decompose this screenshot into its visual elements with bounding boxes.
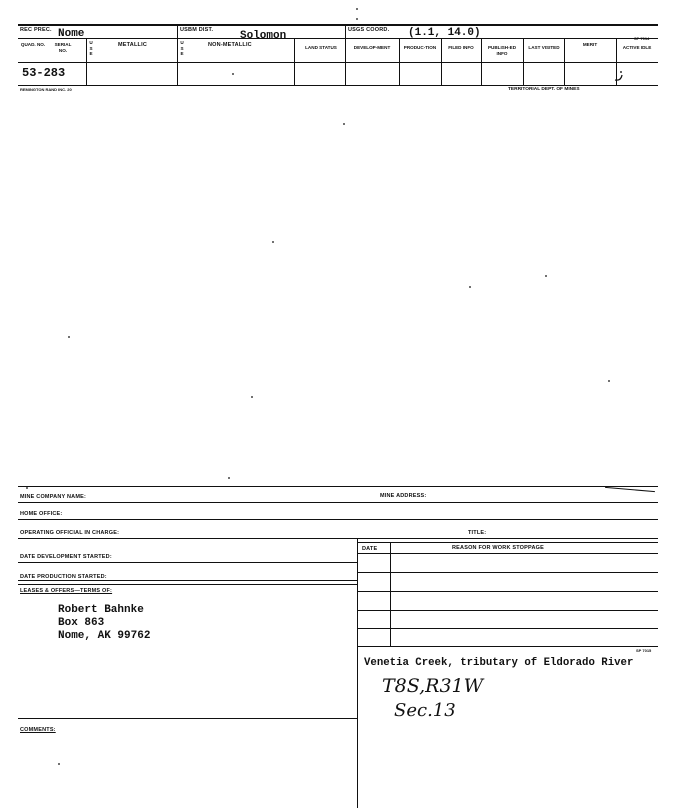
form-number-bottom: SP 7015 — [636, 648, 652, 653]
active-idle-mark — [612, 68, 626, 84]
handwritten-section: Sec.13 — [394, 700, 456, 721]
comments-label: COMMENTS: — [20, 727, 56, 733]
active-idle-label: ACTIVE IDLE — [622, 45, 652, 50]
dev-started-label: DATE DEVELOPMENT STARTED: — [20, 554, 112, 560]
use-letters-nonmetallic: U S E — [180, 40, 184, 56]
operating-official-label: OPERATING OFFICIAL IN CHARGE: — [20, 530, 120, 536]
development-label: DEVELOP-MENT — [353, 45, 391, 50]
mine-address-label: MINE ADDRESS: — [380, 493, 427, 499]
home-office-label: HOME OFFICE: — [20, 511, 63, 517]
usbm-dist-value: Solomon — [240, 30, 287, 42]
merit-label: MERIT — [582, 42, 598, 47]
usbm-dist-label: USBM DIST. — [180, 27, 214, 33]
rec-prec-value: Nome — [58, 28, 85, 40]
rec-prec-label: REC PREC. — [20, 27, 52, 33]
mine-company-label: MINE COMPANY NAME: — [20, 494, 87, 500]
territorial-dept: TERRITORIAL DEPT. OF MINES — [508, 87, 580, 92]
prod-started-label: DATE PRODUCTION STARTED: — [20, 574, 107, 580]
last-visited-label: LAST VISITED — [528, 45, 560, 50]
metallic-label: METALLIC — [118, 42, 147, 48]
quad-no-label: QUAD. NO. — [20, 42, 46, 47]
lease-city: Nome, AK 99762 — [58, 630, 151, 642]
production-label: PRODUC-TION — [403, 45, 437, 50]
usgs-coord-label: USGS COORD. — [348, 27, 390, 33]
printer-line: REMINGTON RAND INC. 20 — [20, 87, 72, 92]
reason-column-header: REASON FOR WORK STOPPAGE — [452, 545, 544, 551]
lease-name: Robert Bahnke — [58, 604, 144, 616]
land-status-label: LAND STATUS — [305, 45, 337, 50]
handwritten-township: T8S,R31W — [382, 675, 484, 697]
title-label: TITLE: — [468, 530, 487, 536]
date-column-header: DATE — [362, 546, 378, 552]
non-metallic-label: NON-METALLIC — [208, 42, 252, 48]
location-note: Venetia Creek, tributary of Eldorado River — [364, 657, 634, 669]
published-info-label: PUBLISH-ED INFO — [487, 45, 517, 56]
leases-label: LEASES & OFFERS—TERMS OF: — [20, 588, 113, 594]
serial-value: 53-283 — [22, 66, 66, 80]
filed-info-label: FILED INFO — [448, 45, 474, 50]
serial-no-label: SERIAL NO. — [54, 42, 72, 53]
form-number-top: SP 7014 — [634, 36, 650, 41]
use-letters-metallic: U S E — [89, 40, 93, 56]
usgs-coord-value: (1.1, 14.0) — [408, 27, 481, 39]
lease-box: Box 863 — [58, 617, 105, 629]
